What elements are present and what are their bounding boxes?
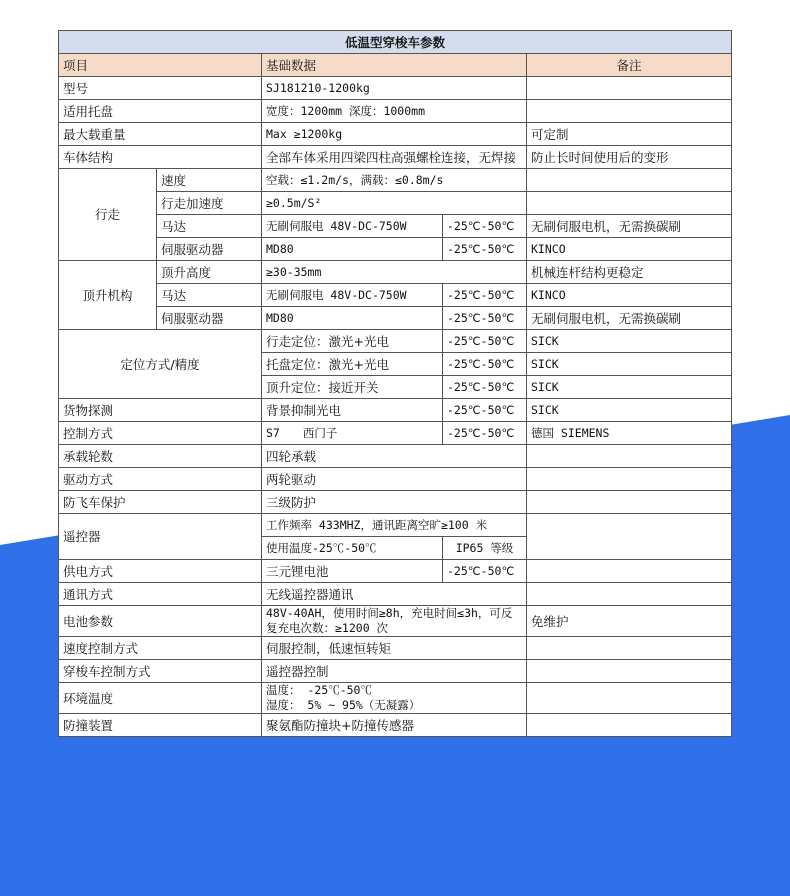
- row-note: [527, 714, 732, 737]
- row-note: [527, 514, 732, 560]
- row-value: 无刷伺服电 48V-DC-750W: [262, 284, 443, 307]
- row-value: 托盘定位：激光+光电: [262, 353, 443, 376]
- row-temp: -25℃-50℃: [443, 307, 527, 330]
- row-note: [527, 583, 732, 606]
- table-row: [59, 146, 732, 169]
- row-note: SICK: [527, 376, 732, 399]
- row-note: 无刷伺服电机，无需换碳刷: [527, 307, 732, 330]
- row-value: 无线遥控器通讯: [262, 583, 527, 606]
- table-row: [59, 714, 732, 737]
- header-data: 基础数据: [262, 54, 527, 77]
- row-value: SJ181210-1200kg: [262, 77, 527, 100]
- table-row: [59, 169, 732, 192]
- header-note: 备注: [527, 54, 732, 77]
- table-row: [59, 606, 732, 637]
- row-note: [527, 445, 732, 468]
- sub-label: 速度: [157, 169, 262, 192]
- row-label: 穿梭车控制方式: [59, 660, 262, 683]
- table-row: [59, 468, 732, 491]
- row-label: 通讯方式: [59, 583, 262, 606]
- row-temp: -25℃-50℃: [443, 376, 527, 399]
- row-label: 供电方式: [59, 560, 262, 583]
- table-row: [59, 637, 732, 660]
- row-value: 工作频率 433MHZ，通讯距离空旷≥100 米: [262, 514, 527, 537]
- row-temp: -25℃-50℃: [443, 330, 527, 353]
- table-row: [59, 261, 732, 284]
- row-note: 无刷伺服电机，无需换碳刷: [527, 215, 732, 238]
- table-row: [59, 683, 732, 714]
- row-note: 德国 SIEMENS: [527, 422, 732, 445]
- row-note: SICK: [527, 399, 732, 422]
- row-label: 车体结构: [59, 146, 262, 169]
- row-note: [527, 192, 732, 215]
- row-value: ≥30-35mm: [262, 261, 527, 284]
- row-value: S7 西门子: [262, 422, 443, 445]
- row-note: [527, 100, 732, 123]
- row-value: MD80: [262, 238, 443, 261]
- env-temp-line: 温度： -25℃-50℃: [266, 683, 372, 697]
- sub-label: 行走加速度: [157, 192, 262, 215]
- row-label: 防飞车保护: [59, 491, 262, 514]
- table-row: [59, 514, 732, 537]
- table-row: [59, 123, 732, 146]
- header-item: 项目: [59, 54, 262, 77]
- row-note: [527, 468, 732, 491]
- sub-label: 顶升高度: [157, 261, 262, 284]
- row-value: ≥0.5m/S²: [262, 192, 527, 215]
- row-label: 速度控制方式: [59, 637, 262, 660]
- row-label: 适用托盘: [59, 100, 262, 123]
- table-row: [59, 445, 732, 468]
- row-value: 使用温度-25℃-50℃: [262, 537, 443, 560]
- row-value: 全部车体采用四梁四柱高强螺栓连接，无焊接: [262, 146, 527, 169]
- row-temp: -25℃-50℃: [443, 353, 527, 376]
- row-value: 宽度：1200mm 深度：1000mm: [262, 100, 527, 123]
- row-note: 免维护: [527, 606, 732, 637]
- row-temp: -25℃-50℃: [443, 284, 527, 307]
- row-value: 四轮承载: [262, 445, 527, 468]
- table-row: [59, 583, 732, 606]
- row-note: [527, 683, 732, 714]
- row-label: 货物探测: [59, 399, 262, 422]
- row-label: 控制方式: [59, 422, 262, 445]
- row-value: [262, 683, 527, 714]
- table-title-row: [59, 31, 732, 54]
- table-row: [59, 284, 732, 307]
- table-row: [59, 660, 732, 683]
- group-label-travel: 行走: [59, 169, 157, 261]
- row-temp: -25℃-50℃: [443, 238, 527, 261]
- row-value: 行走定位：激光+光电: [262, 330, 443, 353]
- row-value: 三级防护: [262, 491, 527, 514]
- group-label-positioning: 定位方式/精度: [59, 330, 262, 399]
- row-label: 遥控器: [59, 514, 262, 560]
- env-humidity-line: 湿度： 5% ~ 95%（无凝露）: [266, 698, 421, 712]
- table-row: [59, 422, 732, 445]
- table-header-row: [59, 54, 732, 77]
- row-label: 驱动方式: [59, 468, 262, 491]
- row-value: 两轮驱动: [262, 468, 527, 491]
- table-row: [59, 238, 732, 261]
- row-value: 遥控器控制: [262, 660, 527, 683]
- row-note: 可定制: [527, 123, 732, 146]
- group-label-lift: 顶升机构: [59, 261, 157, 330]
- row-note: [527, 637, 732, 660]
- row-note: 防止长时间使用后的变形: [527, 146, 732, 169]
- row-value: MD80: [262, 307, 443, 330]
- row-note: [527, 77, 732, 100]
- row-note: [527, 660, 732, 683]
- table-row: [59, 192, 732, 215]
- table-row: [59, 307, 732, 330]
- table-row: [59, 330, 732, 353]
- row-value: 伺服控制，低速恒转矩: [262, 637, 527, 660]
- row-label: 防撞装置: [59, 714, 262, 737]
- row-value: Max ≥1200kg: [262, 123, 527, 146]
- row-value: 三元锂电池: [262, 560, 443, 583]
- row-value: 背景抑制光电: [262, 399, 443, 422]
- row-note: 机械连杆结构更稳定: [527, 261, 732, 284]
- row-temp: -25℃-50℃: [443, 560, 527, 583]
- sub-label: 伺服驱动器: [157, 238, 262, 261]
- row-ip-rating: IP65 等级: [443, 537, 527, 560]
- table-row: [59, 491, 732, 514]
- table-row: [59, 560, 732, 583]
- row-temp: -25℃-50℃: [443, 422, 527, 445]
- table-row: [59, 100, 732, 123]
- row-note: KINCO: [527, 238, 732, 261]
- sub-label: 马达: [157, 284, 262, 307]
- table-row: [59, 77, 732, 100]
- row-label: 电池参数: [59, 606, 262, 637]
- row-value: 48V-40AH，使用时间≥8h，充电时间≤3h，可反复充电次数：≥1200 次: [262, 606, 527, 637]
- row-label: 环境温度: [59, 683, 262, 714]
- row-temp: -25℃-50℃: [443, 215, 527, 238]
- row-note: [527, 560, 732, 583]
- row-note: [527, 169, 732, 192]
- row-temp: -25℃-50℃: [443, 399, 527, 422]
- table-title: 低温型穿梭车参数: [59, 31, 732, 54]
- table-row: [59, 399, 732, 422]
- row-label: 最大载重量: [59, 123, 262, 146]
- row-note: [527, 491, 732, 514]
- row-note: SICK: [527, 330, 732, 353]
- row-value: 顶升定位：接近开关: [262, 376, 443, 399]
- row-label: 承载轮数: [59, 445, 262, 468]
- row-label: 型号: [59, 77, 262, 100]
- row-value: 无刷伺服电 48V-DC-750W: [262, 215, 443, 238]
- spec-table: [58, 30, 732, 737]
- row-value: 空载：≤1.2m/s，满载：≤0.8m/s: [262, 169, 527, 192]
- row-value: 聚氨酯防撞块+防撞传感器: [262, 714, 527, 737]
- row-note: KINCO: [527, 284, 732, 307]
- row-note: SICK: [527, 353, 732, 376]
- table-row: [59, 215, 732, 238]
- sub-label: 马达: [157, 215, 262, 238]
- sub-label: 伺服驱动器: [157, 307, 262, 330]
